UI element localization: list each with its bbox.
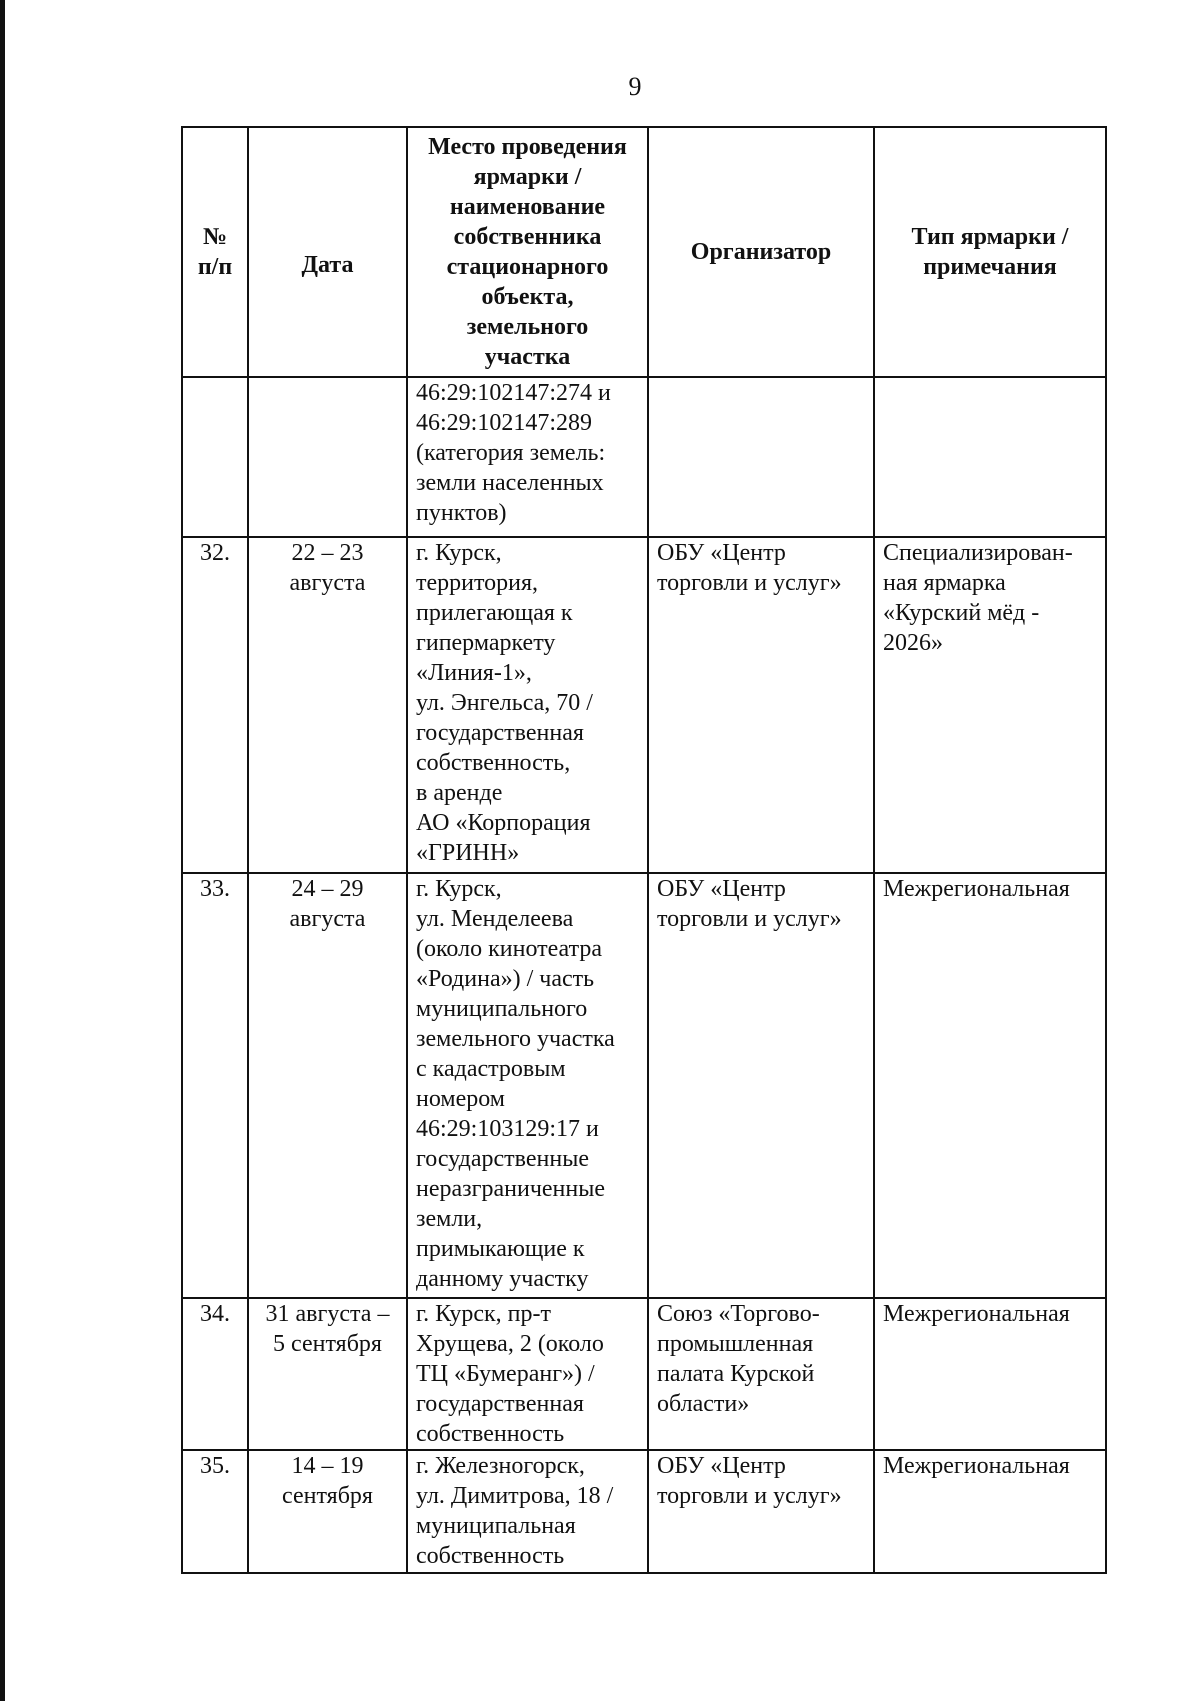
header-num: № п/п (182, 127, 248, 377)
table-header-row (182, 127, 1106, 377)
table-row (182, 377, 1106, 537)
cell-type: Межрегиональная (874, 873, 1106, 1298)
fair-schedule-table (181, 126, 1107, 1574)
header-place: Место проведения ярмарки / наименование собственника стационарного объекта, земельного участка (407, 127, 648, 377)
cell-place: г. Курск, территория, прилегающая к гипермаркету «Линия-1», ул. Энгельса, 70 / государственная собственность, в аренде АО «Корпорация «ГРИНН» (407, 537, 648, 873)
cell-organizer: Союз «Торгово- промышленная палата Курской области» (648, 1298, 874, 1450)
cell-num (182, 377, 248, 537)
cell-place: г. Курск, ул. Менделеева (около кинотеатра «Родина») / часть муниципального земельного участка с кадастровым номером 46:29:103129:17 и государственные неразграниченные земли, примыкающие к данному участку (407, 873, 648, 1298)
header-type: Тип ярмарки / примечания (874, 127, 1106, 377)
table-row (182, 1298, 1106, 1450)
cell-type: Межрегиональная (874, 1298, 1106, 1450)
cell-place: 46:29:102147:274 и 46:29:102147:289 (категория земель: земли населенных пунктов) (407, 377, 648, 537)
cell-type: Специализирован- ная ярмарка «Курский мёд - 2026» (874, 537, 1106, 873)
cell-date: 14 – 19 сентября (248, 1450, 407, 1573)
header-date: Дата (248, 127, 407, 377)
cell-organizer: ОБУ «Центр торговли и услуг» (648, 873, 874, 1298)
header-organizer: Организатор (648, 127, 874, 377)
cell-type (874, 377, 1106, 537)
cell-num: 33. (182, 873, 248, 1298)
table-row (182, 537, 1106, 873)
cell-organizer (648, 377, 874, 537)
cell-date (248, 377, 407, 537)
cell-num: 32. (182, 537, 248, 873)
cell-num: 34. (182, 1298, 248, 1450)
cell-date: 24 – 29 августа (248, 873, 407, 1298)
table-body (182, 377, 1106, 1573)
page-number: 9 (628, 72, 642, 101)
cell-organizer: ОБУ «Центр торговли и услуг» (648, 1450, 874, 1573)
cell-date: 31 августа – 5 сентября (248, 1298, 407, 1450)
cell-num: 35. (182, 1450, 248, 1573)
table-row (182, 1450, 1106, 1573)
table-row (182, 873, 1106, 1298)
cell-place: г. Курск, пр-т Хрущева, 2 (около ТЦ «Бумеранг») / государственная собственность (407, 1298, 648, 1450)
cell-place: г. Железногорск, ул. Димитрова, 18 / муниципальная собственность (407, 1450, 648, 1573)
cell-organizer: ОБУ «Центр торговли и услуг» (648, 537, 874, 873)
cell-date: 22 – 23 августа (248, 537, 407, 873)
scan-edge (0, 0, 5, 1701)
cell-type: Межрегиональная (874, 1450, 1106, 1573)
